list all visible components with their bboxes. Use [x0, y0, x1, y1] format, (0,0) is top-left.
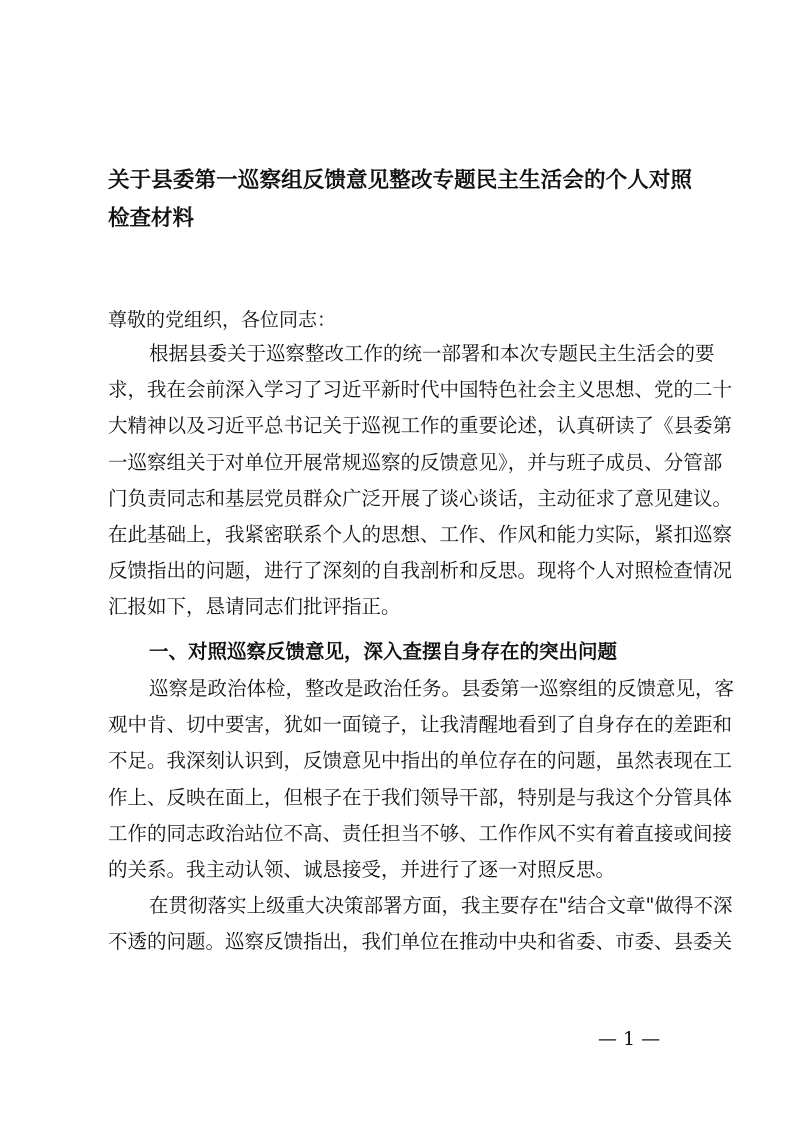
body-paragraph	[108, 892, 733, 964]
text-line: 的关系。我主动认领、诚恳接受，并进行了逐一对照反思。	[108, 857, 616, 881]
text-line: 在此基础上，我紧密联系个人的思想、工作、作风和能力实际，紧扣巡察	[108, 522, 733, 546]
text-line: 一巡察组关于对单位开展常规巡察的反馈意见》，并与班子成员、分管部	[108, 450, 723, 474]
text-line: 汇报如下，恳请同志们批评指正。	[108, 595, 401, 619]
body-paragraph	[108, 675, 735, 892]
section-heading: 一、对照巡察反馈意见，深入查摆自身存在的突出问题	[149, 640, 618, 663]
intro-paragraph	[108, 340, 733, 630]
text-line: 门负责同志和基层党员群众广泛开展了谈心谈话，主动征求了意见建议。	[108, 486, 733, 510]
text-line: 大精神以及习近平总书记关于巡视工作的重要论述，认真研读了《县委第	[108, 414, 733, 438]
text-line: 根据县委关于巡察整改工作的统一部署和本次专题民主生活会的要	[149, 342, 715, 365]
salutation: 尊敬的党组织，各位同志：	[108, 309, 337, 331]
text-line: 作上、反映在面上，但根子在于我们领导干部，特别是与我这个分管具体	[108, 785, 733, 809]
text-line: 求，我在会前深入学习了习近平新时代中国特色社会主义思想、党的二十	[108, 378, 733, 402]
text-line: 工作的同志政治站位不高、责任担当不够、工作作风不实有着直接或间接	[108, 821, 733, 845]
text-line: 观中肯、切中要害，犹如一面镜子，让我清醒地看到了自身存在的差距和	[108, 713, 733, 737]
text-line: 反馈指出的问题，进行了深刻的自我剖析和反思。现将个人对照检查情况	[108, 559, 733, 583]
document-title	[108, 162, 692, 238]
text-line: 巡察是政治体检，整改是政治任务。县委第一巡察组的反馈意见，客	[149, 677, 735, 700]
text-line: 不足。我深刻认识到，反馈意见中指出的单位存在的问题，虽然表现在工	[108, 749, 733, 773]
page-number: — 1 —	[598, 1028, 661, 1050]
text-line: 不透的问题。巡察反馈指出，我们单位在推动中央和省委、市委、县委关	[108, 930, 733, 954]
title-line: 检查材料	[108, 206, 195, 231]
text-line: 在贯彻落实上级重大决策部署方面，我主要存在"结合文章"做得不深	[149, 894, 733, 917]
title-line: 关于县委第一巡察组反馈意见整改专题民主生活会的个人对照	[108, 168, 692, 193]
